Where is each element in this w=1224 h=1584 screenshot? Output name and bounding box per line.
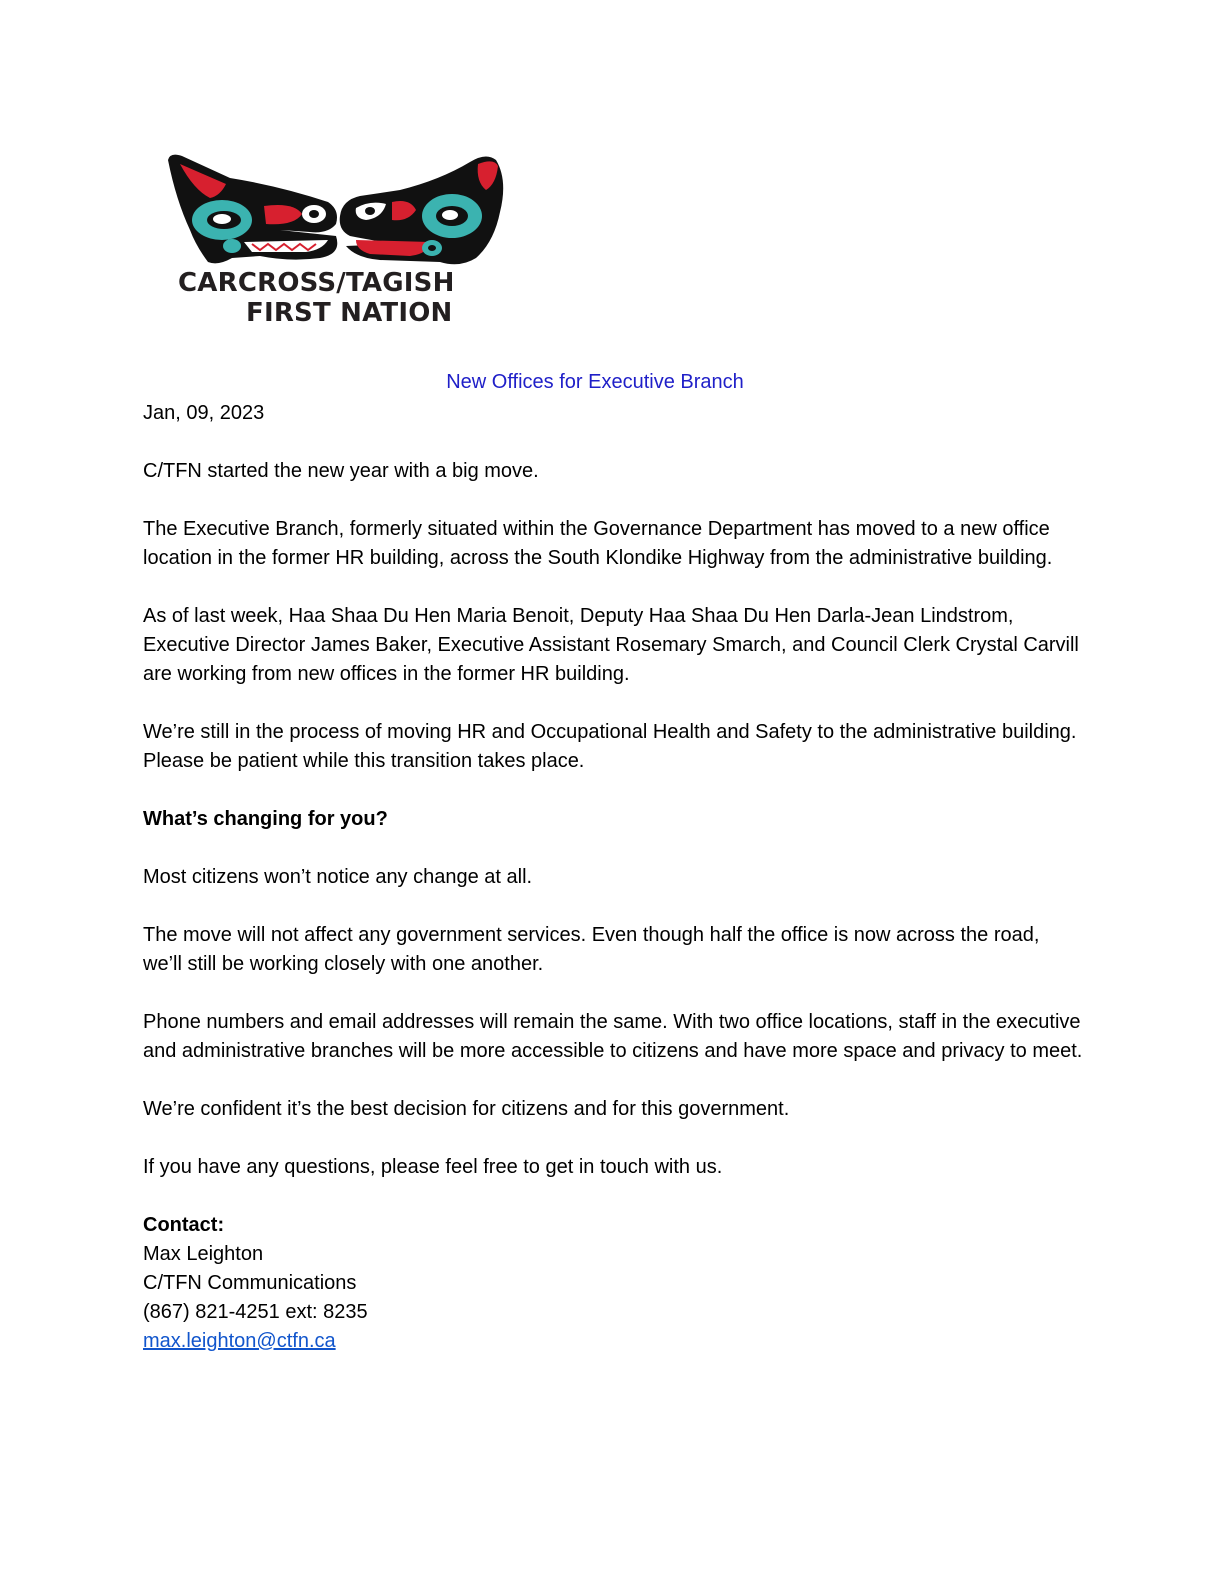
contact-label: Contact: — [143, 1214, 225, 1236]
paragraph: We’re still in the process of moving HR and Occupational Health and Safety to the administrative building. Please be patient while this transition takes place. — [143, 721, 1077, 772]
paragraph: We’re confident it’s the best decision for citizens and for this government. — [143, 1098, 790, 1120]
logo-left-creature — [168, 155, 337, 264]
paragraph: Phone numbers and email addresses will remain the same. With two office locations, staff in the executive and administrative branches will be more accessible to citizens and have more space and privacy to meet. — [143, 1011, 1083, 1062]
contact-block — [143, 1211, 1083, 1356]
paragraph: Most citizens won’t notice any change at all. — [143, 866, 533, 888]
logo-text-line2: FIRST NATION — [246, 298, 453, 328]
paragraph: The Executive Branch, formerly situated within the Governance Department has moved to a new office location in the former HR building, across the South Klondike Highway from the administrative building. — [143, 518, 1053, 569]
document-body — [143, 399, 1083, 1356]
paragraph: If you have any questions, please feel free to get in touch with us. — [143, 1156, 723, 1178]
logo-right-creature — [340, 156, 503, 264]
document-date: Jan, 09, 2023 — [143, 402, 265, 424]
document-title: New Offices for Executive Branch — [446, 371, 744, 393]
contact-phone: (867) 821-4251 ext: 8235 — [143, 1301, 368, 1323]
contact-name: Max Leighton — [143, 1243, 264, 1265]
paragraph: C/TFN started the new year with a big move. — [143, 460, 539, 482]
logo-emblem-icon — [160, 150, 520, 280]
contact-org: C/TFN Communications — [143, 1272, 357, 1294]
paragraph: As of last week, Haa Shaa Du Hen Maria Benoit, Deputy Haa Shaa Du Hen Darla-Jean Lindstrom, Executive Director James Baker, Executive Assistant Rosemary Smarch, and Council Clerk Crystal Carvill are working from new offices in the former HR building. — [143, 605, 1079, 685]
paragraph: The move will not affect any government services. Even though half the office is now across the road, we’ll still be working closely with one another. — [143, 924, 1040, 975]
section-heading: What’s changing for you? — [143, 808, 388, 830]
logo-text-line1: CARCROSS/TAGISH — [178, 268, 455, 298]
contact-email-link[interactable]: max.leighton@ctfn.ca — [143, 1330, 336, 1352]
